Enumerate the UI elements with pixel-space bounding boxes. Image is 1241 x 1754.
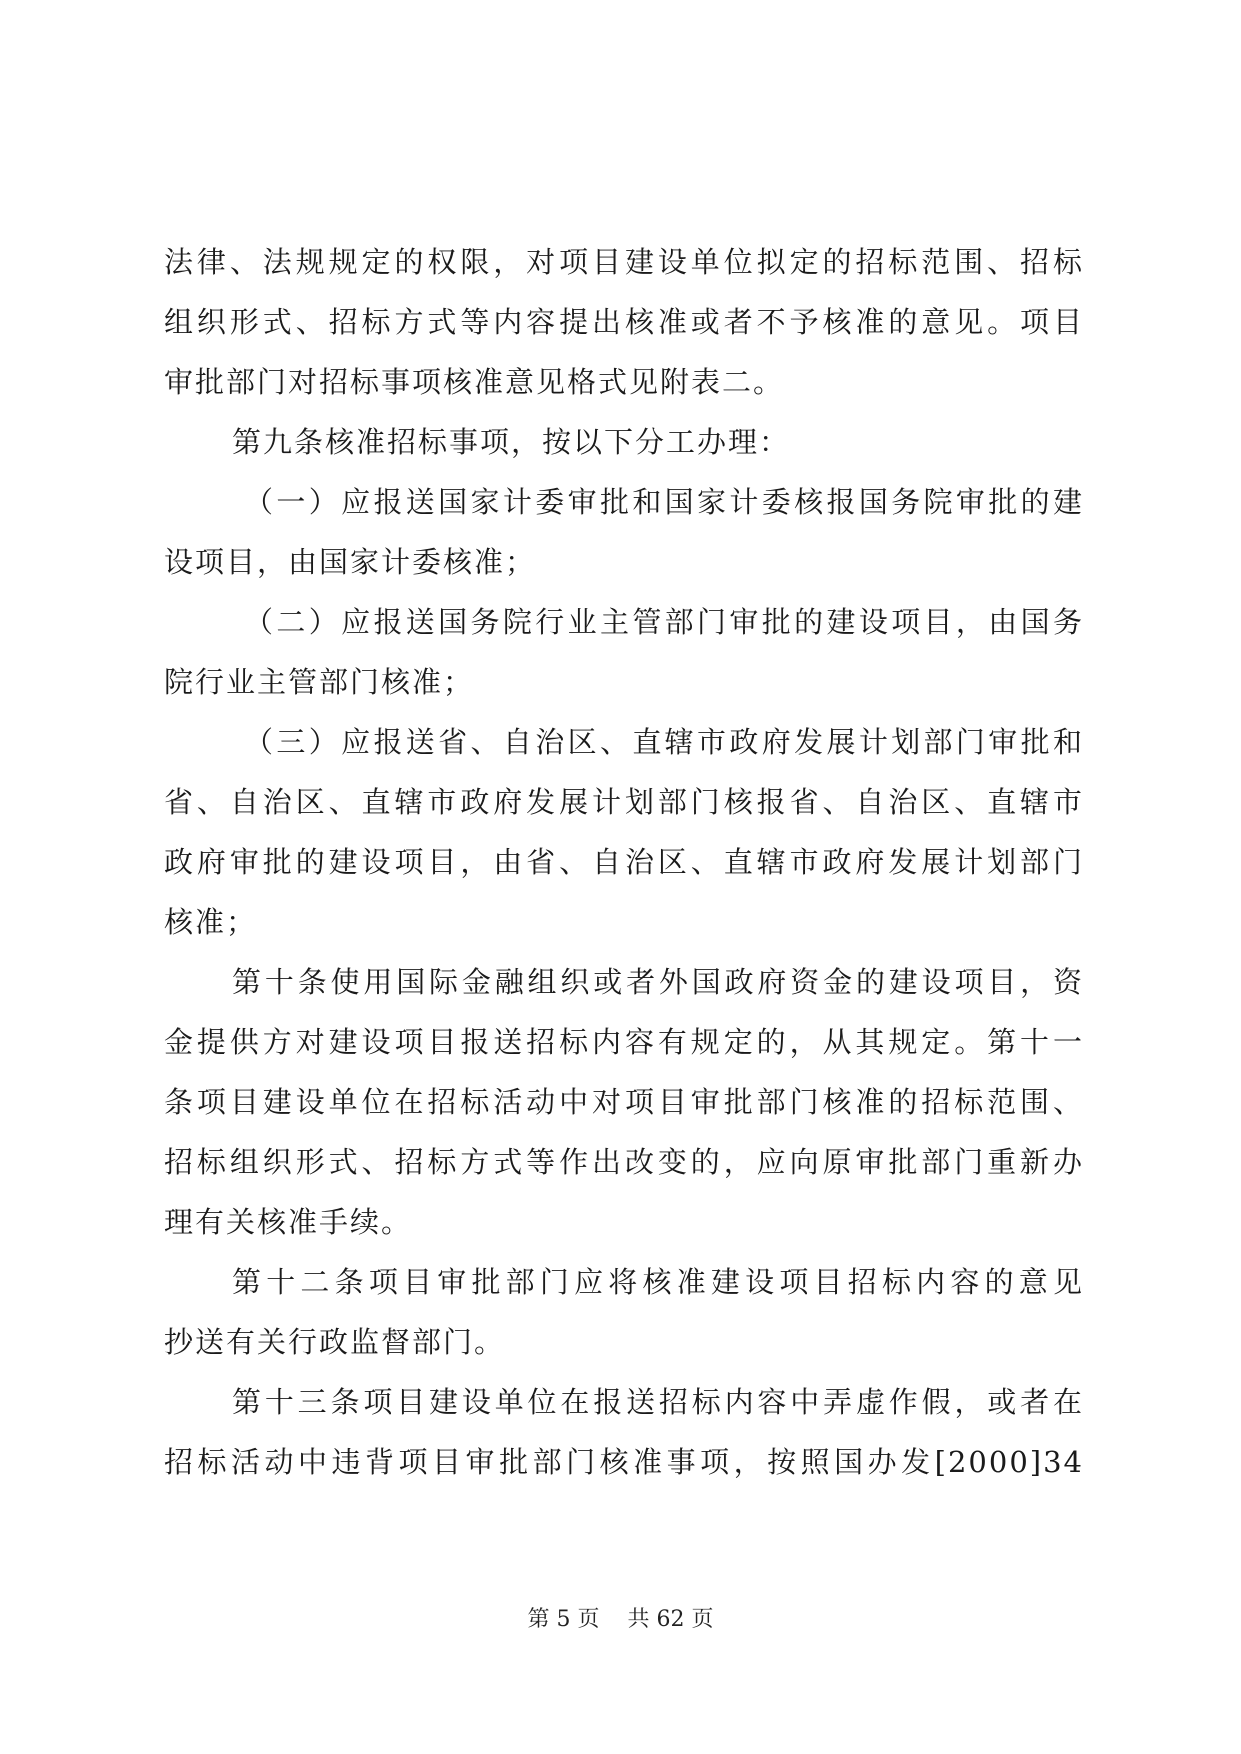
text-line: 核准； bbox=[164, 905, 258, 939]
text-line: 政府审批的建设项目，由省、自治区、直辖市政府发展计划部门 bbox=[164, 845, 1084, 879]
text-line: 法律、法规规定的权限，对项目建设单位拟定的招标范围、招标 bbox=[164, 245, 1084, 279]
document-body bbox=[164, 232, 1084, 1492]
text-line: 理有关核准手续。 bbox=[164, 1205, 413, 1239]
page-total: 共 62 页 bbox=[627, 1607, 714, 1632]
text-line: 第十三条项目建设单位在报送招标内容中弄虚作假，或者在 bbox=[232, 1385, 1084, 1419]
text-line: 金提供方对建设项目报送招标内容有规定的，从其规定。第十一 bbox=[164, 1025, 1084, 1059]
text-line: 第十条使用国际金融组织或者外国政府资金的建设项目，资 bbox=[232, 965, 1084, 999]
text-line: 招标活动中违背项目审批部门核准事项，按照国办发[2000]34 bbox=[164, 1445, 1084, 1479]
page-number: 第 5 页 bbox=[527, 1607, 600, 1632]
text-line: 院行业主管部门核准； bbox=[164, 665, 475, 699]
text-line: 第十二条项目审批部门应将核准建设项目招标内容的意见 bbox=[232, 1265, 1084, 1299]
text-line: （三）应报送省、自治区、直辖市政府发展计划部门审批和 bbox=[244, 725, 1084, 759]
text-line: 组织形式、招标方式等内容提出核准或者不予核准的意见。项目 bbox=[164, 305, 1084, 339]
text-line: 抄送有关行政监督部门。 bbox=[164, 1325, 506, 1359]
text-line: 省、自治区、直辖市政府发展计划部门核报省、自治区、直辖市 bbox=[164, 785, 1084, 819]
text-line: 审批部门对招标事项核准意见格式见附表二。 bbox=[164, 365, 785, 399]
text-line: 第九条核准招标事项，按以下分工办理： bbox=[232, 425, 791, 459]
text-line: 条项目建设单位在招标活动中对项目审批部门核准的招标范围、 bbox=[164, 1085, 1084, 1119]
text-line: （一）应报送国家计委审批和国家计委核报国务院审批的建 bbox=[244, 485, 1084, 519]
page-footer bbox=[0, 1605, 1241, 1635]
text-line: （二）应报送国务院行业主管部门审批的建设项目，由国务 bbox=[244, 605, 1084, 639]
text-line: 设项目，由国家计委核准； bbox=[164, 545, 537, 579]
text-line: 招标组织形式、招标方式等作出改变的，应向原审批部门重新办 bbox=[164, 1145, 1084, 1179]
